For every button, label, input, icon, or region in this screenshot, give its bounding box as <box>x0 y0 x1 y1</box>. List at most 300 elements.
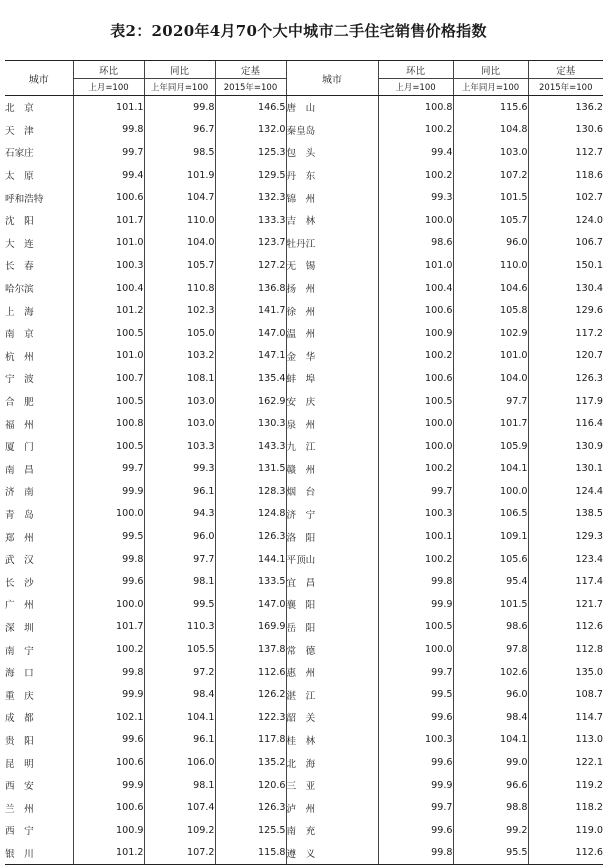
yoy-value: 101.9 <box>144 164 215 187</box>
fixed-base-value: 141.7 <box>215 299 286 322</box>
mom-value: 102.1 <box>73 706 144 729</box>
city-column-header: 城市 <box>5 61 73 96</box>
fixed-base-value: 133.3 <box>215 209 286 232</box>
fixed-base-value-right: 112.6 <box>528 842 603 865</box>
city-name-right: 湛 江 <box>286 683 378 706</box>
city-name: 沈 阳 <box>5 216 34 228</box>
mom-value-right: 100.5 <box>378 616 453 639</box>
mom-value: 100.6 <box>73 751 144 774</box>
city-name: 深 圳 <box>5 622 34 634</box>
fixed-base-value-right: 112.6 <box>528 616 603 639</box>
table-row <box>5 277 603 300</box>
yoy-value: 99.3 <box>144 458 215 481</box>
yoy-value: 105.7 <box>144 254 215 277</box>
fixed-base-value-right: 130.1 <box>528 458 603 481</box>
yoy-value: 96.7 <box>144 119 215 142</box>
yoy-value-right: 100.0 <box>453 480 528 503</box>
fixed-base-value-right: 130.9 <box>528 435 603 458</box>
yoy-value: 104.1 <box>144 706 215 729</box>
city-name-right: 惠 州 <box>286 661 378 684</box>
mom-value: 100.4 <box>73 277 144 300</box>
yoy-value-right: 104.8 <box>453 119 528 142</box>
yoy-value-right: 104.1 <box>453 458 528 481</box>
yoy-value-right: 102.9 <box>453 322 528 345</box>
yoy-value: 104.7 <box>144 186 215 209</box>
mom-value: 101.2 <box>73 299 144 322</box>
fixed-base-value-right: 119.0 <box>528 819 603 842</box>
yoy-value: 99.8 <box>144 96 215 119</box>
table-row <box>5 232 603 255</box>
mom-value-right: 99.9 <box>378 774 453 797</box>
mom-value: 100.7 <box>73 367 144 390</box>
yoy-column-header: 同比 <box>144 61 215 79</box>
fixed-base-value: 112.6 <box>215 661 286 684</box>
city-name: 成 都 <box>5 713 34 725</box>
fixed-base-value: 120.6 <box>215 774 286 797</box>
table-row <box>5 412 603 435</box>
mom-value-right: 99.6 <box>378 706 453 729</box>
mom-column-header: 环比 <box>73 61 144 79</box>
city-name: 长 春 <box>5 261 34 273</box>
yoy-value: 106.0 <box>144 751 215 774</box>
table-row <box>5 638 603 661</box>
yoy-value-right: 109.1 <box>453 525 528 548</box>
city-name: 西 宁 <box>5 826 34 838</box>
yoy-value: 103.3 <box>144 435 215 458</box>
yoy-value: 98.1 <box>144 774 215 797</box>
yoy-value-right: 105.8 <box>453 299 528 322</box>
mom-value-right: 99.7 <box>378 796 453 819</box>
yoy-value: 94.3 <box>144 503 215 526</box>
fixed-base-value-right: 135.0 <box>528 661 603 684</box>
mom-value: 99.9 <box>73 683 144 706</box>
city-name-right: 泉 州 <box>286 412 378 435</box>
mom-value: 101.0 <box>73 345 144 368</box>
yoy-value-right: 101.5 <box>453 593 528 616</box>
mom-value-right: 99.6 <box>378 819 453 842</box>
mom-value: 100.5 <box>73 435 144 458</box>
yoy-value: 108.1 <box>144 367 215 390</box>
mom-value: 100.3 <box>73 254 144 277</box>
mom-value: 99.8 <box>73 119 144 142</box>
fixed-base-value-right: 113.0 <box>528 729 603 752</box>
mom-value: 99.7 <box>73 141 144 164</box>
table-row <box>5 164 603 187</box>
yoy-value-right: 99.0 <box>453 751 528 774</box>
fixed-base-value-right: 124.0 <box>528 209 603 232</box>
yoy-value: 96.1 <box>144 480 215 503</box>
fixed-base-value: 126.3 <box>215 525 286 548</box>
fixed-base-value: 136.8 <box>215 277 286 300</box>
city-name-right: 金 华 <box>286 345 378 368</box>
fixed-base-value-right: 118.2 <box>528 796 603 819</box>
fixed-base-value-right: 130.6 <box>528 119 603 142</box>
city-name-right: 烟 台 <box>286 480 378 503</box>
table-row <box>5 683 603 706</box>
yoy-value-right: 101.0 <box>453 345 528 368</box>
mom-value: 101.2 <box>73 842 144 865</box>
mom-value: 100.6 <box>73 796 144 819</box>
table-row <box>5 570 603 593</box>
city-name: 大 连 <box>5 238 34 250</box>
city-name-right: 济 宁 <box>286 503 378 526</box>
mom-value: 100.6 <box>73 186 144 209</box>
mom-value: 99.6 <box>73 570 144 593</box>
yoy-value: 102.3 <box>144 299 215 322</box>
table-row <box>5 299 603 322</box>
mom-value-right: 100.2 <box>378 345 453 368</box>
yoy-value: 98.4 <box>144 683 215 706</box>
mom-value-right: 100.3 <box>378 503 453 526</box>
city-name: 济 南 <box>5 487 34 499</box>
table-row <box>5 435 603 458</box>
fixed-base-value-right: 114.7 <box>528 706 603 729</box>
mom-value-right: 100.6 <box>378 367 453 390</box>
mom-value-right: 99.3 <box>378 186 453 209</box>
table-row <box>5 842 603 865</box>
yoy-value: 97.2 <box>144 661 215 684</box>
table-row <box>5 729 603 752</box>
fixed-base-value-right: 118.6 <box>528 164 603 187</box>
yoy-value-right: 98.8 <box>453 796 528 819</box>
city-name: 南 昌 <box>5 464 34 476</box>
city-name-right: 泸 州 <box>286 796 378 819</box>
city-name-right: 北 海 <box>286 751 378 774</box>
mom-value-right: 100.5 <box>378 390 453 413</box>
yoy-value: 109.2 <box>144 819 215 842</box>
city-name: 太 原 <box>5 171 34 183</box>
fixed-base-value: 128.3 <box>215 480 286 503</box>
fixed-base-value: 115.8 <box>215 842 286 865</box>
fixed-base-value: 133.5 <box>215 570 286 593</box>
city-name-right: 徐 州 <box>286 299 378 322</box>
yoy-value: 96.0 <box>144 525 215 548</box>
city-name-right: 韶 关 <box>286 706 378 729</box>
fixed-base-value: 127.2 <box>215 254 286 277</box>
header-row <box>5 61 603 79</box>
city-name: 兰 州 <box>5 803 34 815</box>
yoy-value-right: 110.0 <box>453 254 528 277</box>
city-name: 西 安 <box>5 781 34 793</box>
city-name-right: 桂 林 <box>286 729 378 752</box>
city-name: 天 津 <box>5 125 34 137</box>
fixed-base-value-right: 122.1 <box>528 751 603 774</box>
mom-column-header-right: 环比 <box>378 61 453 79</box>
yoy-value: 99.5 <box>144 593 215 616</box>
city-name-right: 温 州 <box>286 322 378 345</box>
fixed-base-value: 135.2 <box>215 751 286 774</box>
fixed-base-label-right: 2015年=100 <box>528 79 603 96</box>
city-name-right: 牡丹江 <box>286 232 378 255</box>
fixed-base-value-right: 129.6 <box>528 299 603 322</box>
city-name-right: 安 庆 <box>286 390 378 413</box>
fixed-base-value: 146.5 <box>215 96 286 119</box>
mom-value-right: 98.6 <box>378 232 453 255</box>
fixed-base-value: 162.9 <box>215 390 286 413</box>
table-row <box>5 616 603 639</box>
yoy-value-right: 105.7 <box>453 209 528 232</box>
mom-value-right: 100.8 <box>378 96 453 119</box>
yoy-value-right: 115.6 <box>453 96 528 119</box>
fixed-base-value-right: 116.4 <box>528 412 603 435</box>
city-name: 长 沙 <box>5 577 34 589</box>
mom-value-right: 99.5 <box>378 683 453 706</box>
yoy-value: 103.0 <box>144 412 215 435</box>
fixed-base-value: 135.4 <box>215 367 286 390</box>
fixed-base-value-right: 138.5 <box>528 503 603 526</box>
city-name-right: 无 锡 <box>286 254 378 277</box>
table-row <box>5 254 603 277</box>
table-row <box>5 525 603 548</box>
city-name-right: 三 亚 <box>286 774 378 797</box>
mom-value-right: 100.2 <box>378 458 453 481</box>
city-name-right: 岳 阳 <box>286 616 378 639</box>
table-row <box>5 751 603 774</box>
city-name-right: 平顶山 <box>286 548 378 571</box>
city-name: 呼和浩特 <box>5 193 44 205</box>
yoy-value: 105.5 <box>144 638 215 661</box>
yoy-value-right: 104.1 <box>453 729 528 752</box>
fixed-base-value: 169.9 <box>215 616 286 639</box>
fixed-base-label: 2015年=100 <box>215 79 286 96</box>
city-name-right: 洛 阳 <box>286 525 378 548</box>
mom-value: 100.8 <box>73 412 144 435</box>
mom-value-right: 100.2 <box>378 548 453 571</box>
yoy-value-right: 98.4 <box>453 706 528 729</box>
table-row <box>5 593 603 616</box>
city-name: 郑 州 <box>5 532 34 544</box>
fixed-base-value: 147.0 <box>215 322 286 345</box>
mom-value: 101.0 <box>73 232 144 255</box>
city-column-header-right: 城市 <box>286 61 378 96</box>
mom-value-right: 100.2 <box>378 119 453 142</box>
fixed-base-value: 147.1 <box>215 345 286 368</box>
city-name: 武 汉 <box>5 555 34 567</box>
fixed-base-value: 131.5 <box>215 458 286 481</box>
city-name: 南 京 <box>5 329 34 341</box>
yoy-value: 107.4 <box>144 796 215 819</box>
yoy-value: 96.1 <box>144 729 215 752</box>
fixed-base-value-right: 126.3 <box>528 367 603 390</box>
table-row <box>5 367 603 390</box>
city-name: 宁 波 <box>5 374 34 386</box>
city-name-right: 吉 林 <box>286 209 378 232</box>
yoy-value-right: 95.4 <box>453 570 528 593</box>
mom-value-right: 99.9 <box>378 593 453 616</box>
city-name: 杭 州 <box>5 351 34 363</box>
fixed-base-value-right: 120.7 <box>528 345 603 368</box>
table-row <box>5 706 603 729</box>
city-name-right: 秦皇岛 <box>286 119 378 142</box>
fixed-base-value: 130.3 <box>215 412 286 435</box>
fixed-base-value: 132.0 <box>215 119 286 142</box>
city-name: 上 海 <box>5 306 34 318</box>
table-row <box>5 480 603 503</box>
yoy-value: 103.0 <box>144 390 215 413</box>
table-row <box>5 548 603 571</box>
mom-value: 99.8 <box>73 548 144 571</box>
mom-value: 99.5 <box>73 525 144 548</box>
city-name-right: 宜 昌 <box>286 570 378 593</box>
mom-value: 100.0 <box>73 593 144 616</box>
yoy-value-right: 95.5 <box>453 842 528 865</box>
yoy-value-right: 107.2 <box>453 164 528 187</box>
yoy-base-label-right: 上年同月=100 <box>453 79 528 96</box>
fixed-base-value-right: 124.4 <box>528 480 603 503</box>
mom-value-right: 100.2 <box>378 164 453 187</box>
fixed-base-value: 129.5 <box>215 164 286 187</box>
yoy-column-header-right: 同比 <box>453 61 528 79</box>
yoy-value-right: 97.7 <box>453 390 528 413</box>
fixed-base-value: 147.0 <box>215 593 286 616</box>
fixed-base-value-right: 123.4 <box>528 548 603 571</box>
city-name: 南 宁 <box>5 645 34 657</box>
yoy-value-right: 97.8 <box>453 638 528 661</box>
fixed-base-value-right: 136.2 <box>528 96 603 119</box>
mom-value: 99.8 <box>73 661 144 684</box>
city-name-right: 包 头 <box>286 141 378 164</box>
fixed-base-column-header: 定基 <box>215 61 286 79</box>
yoy-value: 97.7 <box>144 548 215 571</box>
mom-value-right: 99.8 <box>378 842 453 865</box>
fixed-base-value-right: 102.7 <box>528 186 603 209</box>
table-row <box>5 209 603 232</box>
table-row <box>5 796 603 819</box>
city-name-right: 赣 州 <box>286 458 378 481</box>
city-name: 福 州 <box>5 419 34 431</box>
fixed-base-value-right: 150.1 <box>528 254 603 277</box>
mom-value-right: 99.4 <box>378 141 453 164</box>
mom-base-label-right: 上月=100 <box>378 79 453 96</box>
fixed-base-value-right: 106.7 <box>528 232 603 255</box>
yoy-base-label: 上年同月=100 <box>144 79 215 96</box>
yoy-value: 110.8 <box>144 277 215 300</box>
table-row <box>5 119 603 142</box>
yoy-value: 98.1 <box>144 570 215 593</box>
fixed-base-value: 143.3 <box>215 435 286 458</box>
fixed-base-value-right: 117.9 <box>528 390 603 413</box>
city-name-right: 常 德 <box>286 638 378 661</box>
table-row <box>5 345 603 368</box>
city-name: 广 州 <box>5 600 34 612</box>
city-name-right: 南 充 <box>286 819 378 842</box>
table-row <box>5 774 603 797</box>
city-name-right: 扬 州 <box>286 277 378 300</box>
fixed-base-value: 137.8 <box>215 638 286 661</box>
table-row <box>5 186 603 209</box>
mom-value-right: 100.3 <box>378 729 453 752</box>
mom-value-right: 100.0 <box>378 209 453 232</box>
city-name: 昆 明 <box>5 758 34 770</box>
mom-value: 100.9 <box>73 819 144 842</box>
mom-value-right: 100.1 <box>378 525 453 548</box>
fixed-base-value: 122.3 <box>215 706 286 729</box>
yoy-value-right: 96.6 <box>453 774 528 797</box>
city-name-right: 唐 山 <box>286 96 378 119</box>
city-name: 厦 门 <box>5 442 34 454</box>
fixed-base-value: 126.3 <box>215 796 286 819</box>
city-name-right: 襄 阳 <box>286 593 378 616</box>
city-name-right: 蚌 埠 <box>286 367 378 390</box>
mom-value: 101.7 <box>73 209 144 232</box>
fixed-base-value: 124.8 <box>215 503 286 526</box>
city-name: 石家庄 <box>5 148 34 160</box>
yoy-value-right: 101.7 <box>453 412 528 435</box>
mom-value-right: 100.0 <box>378 412 453 435</box>
city-name: 银 川 <box>5 842 73 865</box>
yoy-value-right: 104.6 <box>453 277 528 300</box>
mom-value: 99.9 <box>73 480 144 503</box>
table-title: 表2：2020年4月70个大中城市二手住宅销售价格指数 <box>110 22 487 40</box>
table-body <box>5 96 603 865</box>
fixed-base-value-right: 130.4 <box>528 277 603 300</box>
table-row <box>5 819 603 842</box>
yoy-value: 107.2 <box>144 842 215 865</box>
mom-value: 100.5 <box>73 322 144 345</box>
fixed-base-value: 132.3 <box>215 186 286 209</box>
fixed-base-value-right: 129.3 <box>528 525 603 548</box>
table-row <box>5 96 603 119</box>
fixed-base-value-right: 112.7 <box>528 141 603 164</box>
table-row <box>5 390 603 413</box>
yoy-value-right: 101.5 <box>453 186 528 209</box>
city-name: 贵 阳 <box>5 735 34 747</box>
yoy-value-right: 99.2 <box>453 819 528 842</box>
city-name: 青 岛 <box>5 509 34 521</box>
fixed-base-value-right: 119.2 <box>528 774 603 797</box>
yoy-value: 98.5 <box>144 141 215 164</box>
fixed-base-value: 126.2 <box>215 683 286 706</box>
mom-value-right: 100.9 <box>378 322 453 345</box>
table-row <box>5 141 603 164</box>
yoy-value: 110.3 <box>144 616 215 639</box>
mom-value: 100.0 <box>73 503 144 526</box>
fixed-base-value: 117.8 <box>215 729 286 752</box>
mom-value: 99.7 <box>73 458 144 481</box>
yoy-value-right: 105.9 <box>453 435 528 458</box>
table-row <box>5 661 603 684</box>
yoy-value: 105.0 <box>144 322 215 345</box>
city-name-right: 遵 义 <box>286 842 378 865</box>
mom-value-right: 99.7 <box>378 661 453 684</box>
yoy-value: 110.0 <box>144 209 215 232</box>
city-name: 哈尔滨 <box>5 284 34 296</box>
mom-value: 99.6 <box>73 729 144 752</box>
table-row <box>5 503 603 526</box>
yoy-value-right: 104.0 <box>453 367 528 390</box>
mom-value: 99.4 <box>73 164 144 187</box>
mom-value: 101.7 <box>73 616 144 639</box>
yoy-value-right: 106.5 <box>453 503 528 526</box>
city-name-right: 丹 东 <box>286 164 378 187</box>
city-name: 重 庆 <box>5 690 34 702</box>
price-index-table <box>5 60 603 865</box>
fixed-base-value-right: 117.2 <box>528 322 603 345</box>
yoy-value-right: 96.0 <box>453 232 528 255</box>
mom-value-right: 100.6 <box>378 299 453 322</box>
yoy-value: 103.2 <box>144 345 215 368</box>
city-name-right: 锦 州 <box>286 186 378 209</box>
yoy-value-right: 105.6 <box>453 548 528 571</box>
city-name-right: 九 江 <box>286 435 378 458</box>
mom-value: 101.1 <box>73 96 144 119</box>
mom-value-right: 101.0 <box>378 254 453 277</box>
fixed-base-value: 125.5 <box>215 819 286 842</box>
table-row <box>5 322 603 345</box>
mom-value-right: 100.4 <box>378 277 453 300</box>
yoy-value-right: 103.0 <box>453 141 528 164</box>
fixed-base-value-right: 112.8 <box>528 638 603 661</box>
